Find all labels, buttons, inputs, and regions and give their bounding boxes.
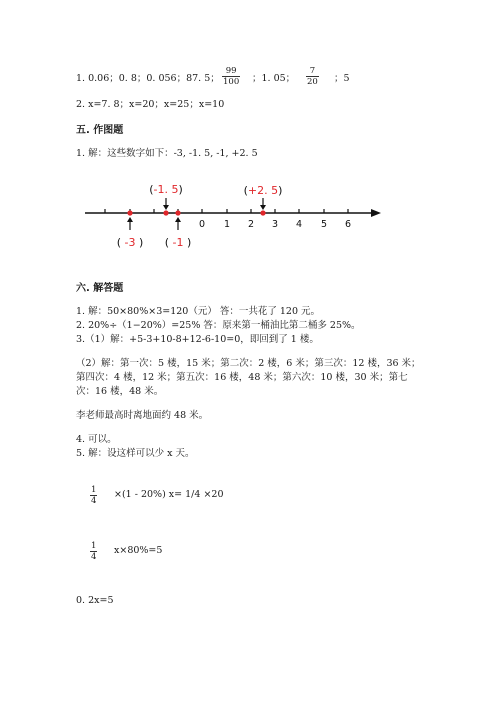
- section-6-answer-4: 4. 可以。: [76, 434, 117, 445]
- label-neg3: ( -3 ): [116, 236, 144, 249]
- number-line-figure: [80, 178, 400, 258]
- section-6-answer-3: 3.（1）解：+5-3+10-8+12-6-10=0，即回到了 1 楼。: [76, 334, 319, 345]
- section-6-title: 六. 解答题: [76, 283, 124, 294]
- tick-label-2: 2: [247, 219, 255, 230]
- arrow-pos2-5-head: [260, 205, 266, 210]
- axis-arrow-head: [371, 209, 381, 217]
- label-neg1: ( -1 ): [164, 236, 192, 249]
- section-6-answer-1: 1. 解：50×80%×3=120（元） 答：一共花了 120 元。: [76, 306, 321, 317]
- fraction-99-100: 99 100: [223, 66, 240, 87]
- equation-3: 0. 2x=5: [76, 595, 114, 606]
- arrow-neg1-head: [175, 217, 181, 222]
- section-6-answer-2: 2. 20%÷（1−20%）=25% 答：原来第一桶油比第二桶多 25%。: [76, 320, 361, 331]
- answer-1-part3: ；5: [334, 73, 350, 84]
- equation-2-fraction: 1 4: [91, 541, 97, 562]
- section-5-title: 五. 作图题: [76, 125, 124, 136]
- label-neg1-5: (-1. 5): [149, 183, 183, 196]
- tick-label-6: 6: [344, 219, 352, 230]
- answer-line-2: 2. x=7. 8；x=20；x=25；x=10: [76, 99, 225, 110]
- equation-1-fraction: 1 4: [91, 485, 97, 506]
- section-6-answer-3b-line2: 第四次：4 楼，12 米；第五次：16 楼，48 米；第六次：10 楼，30 米；第七: [76, 372, 408, 383]
- point-neg1-5: [163, 210, 168, 215]
- section-6-answer-5: 5. 解：设这样可以少 x 天。: [76, 448, 195, 459]
- answer-1-part1: 1. 0.06；0. 8；0. 056；87. 5；: [76, 73, 220, 84]
- equation-1-rest: ×(1 - 20%) x= 1/4 ×20: [114, 489, 224, 500]
- section-5-answer: 1. 解：这些数字如下：-3, -1. 5, -1, +2. 5: [76, 148, 258, 159]
- label-pos2-5: (+2. 5): [243, 184, 283, 197]
- point-neg3: [127, 210, 132, 215]
- answer-1-part2: ；1. 05；: [252, 73, 296, 84]
- point-neg1: [175, 210, 180, 215]
- tick-label-5: 5: [320, 219, 328, 230]
- tick-label-0: 0: [198, 219, 206, 230]
- section-6-answer-3b-line1: （2）解：第一次：5 楼，15 米；第二次：2 楼，6 米；第三次：12 楼，36 米；: [76, 358, 421, 369]
- section-6-answer-3b-line3: 次：16 楼，48 米。: [76, 386, 164, 397]
- point-pos2-5: [260, 210, 265, 215]
- answer-line-1: [76, 70, 220, 84]
- tick-label-1: 1: [223, 219, 231, 230]
- fraction-7-20: 7 20: [307, 66, 318, 87]
- tick-label-4: 4: [295, 219, 303, 230]
- section-6-conclusion: 李老师最高时离地面约 48 米。: [76, 410, 209, 421]
- equation-2-rest: x×80%=5: [114, 545, 163, 556]
- tick-label-3: 3: [271, 219, 279, 230]
- arrow-neg3-head: [127, 217, 133, 222]
- arrow-neg1-5-head: [163, 205, 169, 210]
